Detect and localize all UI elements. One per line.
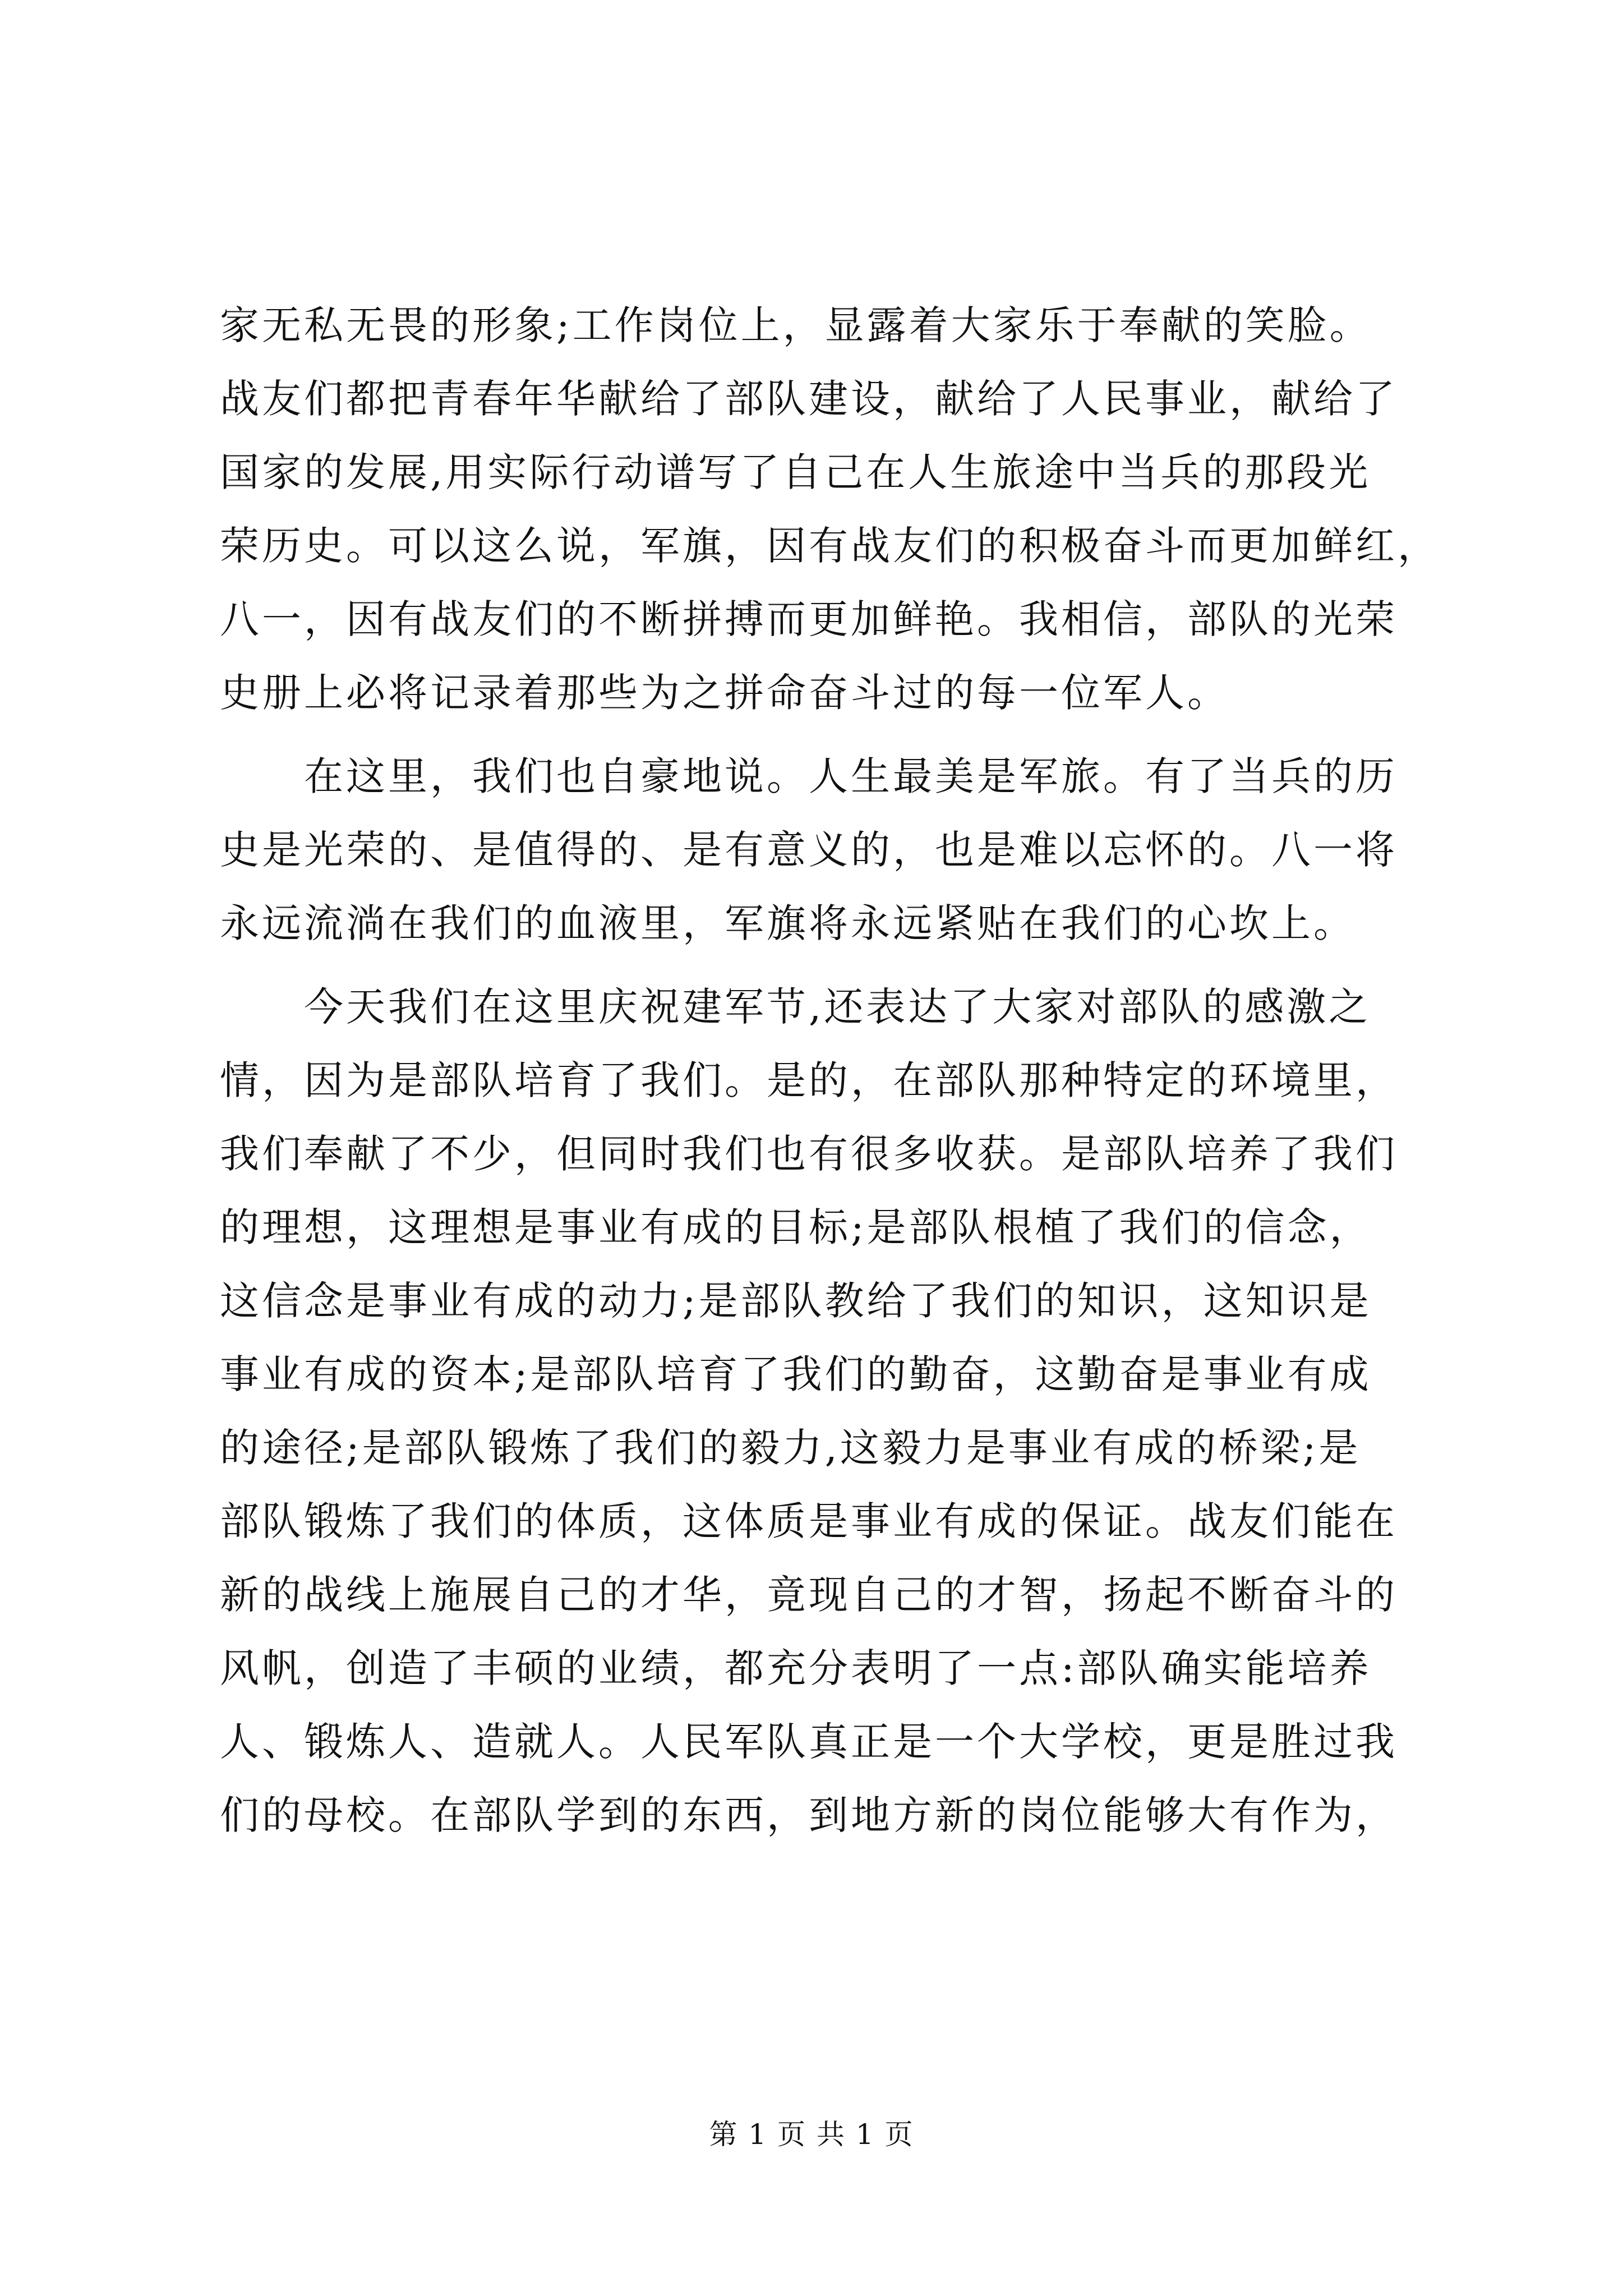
paragraph-gap: [220, 730, 1409, 740]
text-line: 史册上必将记录着那些为之拼命奋斗过的每一位军人。: [220, 670, 1229, 716]
page-number-label: 第 1 页 共 1 页: [709, 2118, 914, 2151]
text-line: 人、锻炼人、造就人。人民军队真正是一个大学校，更是胜过我: [220, 1719, 1398, 1765]
text-line: 事业有成的资本;是部队培育了我们的勤奋，这勤奋是事业有成: [220, 1351, 1372, 1397]
text-line: 新的战线上施展自己的才华，竟现自己的才智，扬起不断奋斗的: [220, 1572, 1398, 1618]
text-line: 们的母校。在部队学到的东西，到地方新的岗位能够大有作为，: [220, 1792, 1398, 1838]
text-line: 的途径;是部队锻炼了我们的毅力,这毅力是事业有成的桥梁;是: [220, 1425, 1361, 1471]
text-line: 永远流淌在我们的血液里，军旗将永远紧贴在我们的心坎上。: [220, 900, 1355, 946]
paragraph-gap: [220, 960, 1409, 970]
text-line: 国家的发展,用实际行动谱写了自己在人生旅途中当兵的那段光: [220, 449, 1371, 495]
text-line: 情，因为是部队培育了我们。是的，在部队那种特定的环境里，: [220, 1057, 1398, 1103]
text-line: 荣历史。可以这么说，军旗，因有战友们的积极奋斗而更加鲜红，: [220, 523, 1440, 569]
text-line: 家无私无畏的形象;工作岗位上，显露着大家乐于奉献的笑脸。: [220, 302, 1372, 348]
paragraph-2: [220, 740, 1409, 960]
text-line: 这信念是事业有成的动力;是部队教给了我们的知识，这知识是: [220, 1278, 1372, 1324]
text-line: 部队锻炼了我们的体质，这体质是事业有成的保证。战友们能在: [220, 1498, 1398, 1544]
text-line: 我们奉献了不少，但同时我们也有很多收获。是部队培养了我们: [220, 1131, 1398, 1177]
paragraph-3: [220, 970, 1409, 1852]
paragraph-1: [220, 289, 1440, 730]
text-line: 八一，因有战友们的不断拼搏而更加鲜艳。我相信，部队的光荣: [220, 596, 1398, 642]
text-line: 风帆，创造了丰硕的业绩，都充分表明了一点:部队确实能培养: [220, 1645, 1372, 1691]
page-footer: [0, 2112, 1623, 2152]
document-body: [220, 289, 1440, 1852]
text-line: 在这里，我们也自豪地说。人生最美是军旅。有了当兵的历: [304, 753, 1398, 799]
text-line: 今天我们在这里庆祝建军节,还表达了大家对部队的感激之: [304, 984, 1371, 1030]
text-line: 的理想，这理想是事业有成的目标;是部队根植了我们的信念，: [220, 1204, 1372, 1250]
text-line: 战友们都把青春年华献给了部队建设，献给了人民事业，献给了: [220, 376, 1398, 422]
text-line: 史是光荣的、是值得的、是有意义的，也是难以忘怀的。八一将: [220, 827, 1398, 873]
